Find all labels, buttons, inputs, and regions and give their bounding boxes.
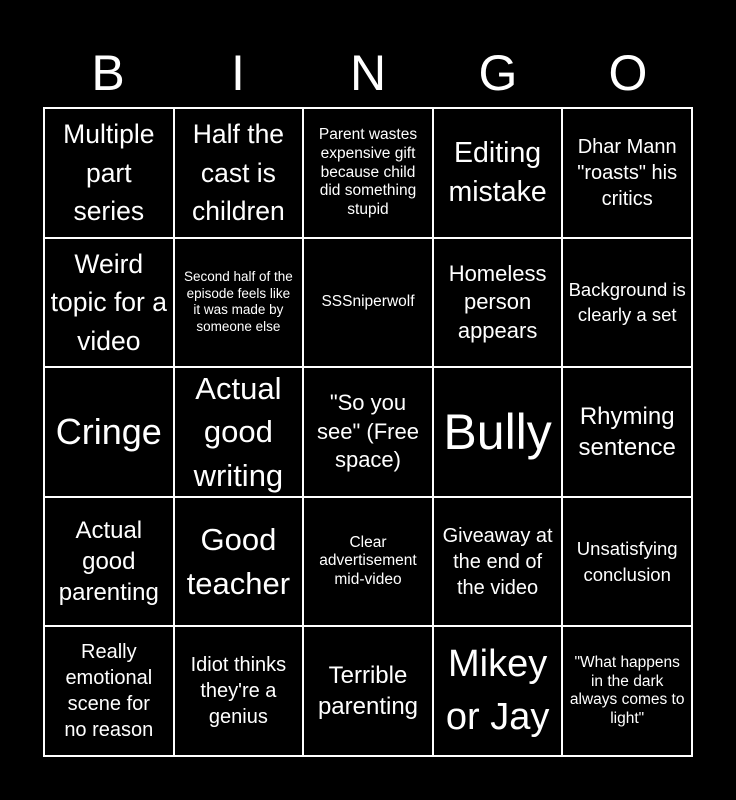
bingo-header — [43, 40, 693, 106]
cell-text: Really emotional scene for no reason — [64, 641, 154, 742]
bingo-cell-r3-c4[interactable] — [563, 498, 693, 628]
bingo-cell-r0-c3[interactable] — [434, 109, 564, 239]
cell-text: Background is clearly a set — [568, 278, 686, 326]
bingo-cell-r1-c2[interactable] — [304, 239, 434, 369]
header-letter-i: I — [231, 45, 245, 101]
cell-text: Dhar Mann "roasts" his critics — [577, 135, 678, 210]
bingo-cell-r0-c1[interactable] — [175, 109, 305, 239]
bingo-cell-r1-c1[interactable] — [175, 239, 305, 369]
cell-text: Editing mistake — [448, 137, 547, 208]
cell-text: Second half of the episode feels like it was made by someone else — [183, 268, 293, 335]
bingo-cell-r2-c4[interactable] — [563, 368, 693, 498]
bingo-cell-r3-c3[interactable] — [434, 498, 564, 628]
cell-text: Actual good writing — [193, 370, 284, 493]
bingo-cell-r1-c0[interactable] — [45, 239, 175, 369]
cell-text: "So you see" (Free space) — [317, 390, 419, 473]
cell-text: Homeless person appears — [448, 260, 547, 343]
header-letter-o: O — [608, 45, 648, 101]
cell-text: Half the cast is children — [191, 119, 285, 226]
bingo-cell-r4-c2[interactable] — [304, 627, 434, 757]
bingo-cell-r4-c1[interactable] — [175, 627, 305, 757]
bingo-cell-r2-c3[interactable] — [434, 368, 564, 498]
bingo-cell-r3-c2[interactable] — [304, 498, 434, 628]
bingo-cell-r2-c2[interactable] — [304, 368, 434, 498]
bingo-cell-r4-c4[interactable] — [563, 627, 693, 757]
cell-text: Giveaway at the end of the video — [442, 524, 553, 599]
bingo-cell-r3-c0[interactable] — [45, 498, 175, 628]
cell-text: Terrible parenting — [317, 662, 419, 721]
header-letter-n: N — [349, 45, 387, 101]
cell-text: Actual good parenting — [58, 516, 159, 607]
cell-text: Unsatisfying conclusion — [576, 537, 678, 585]
bingo-cell-r2-c1[interactable] — [175, 368, 305, 498]
cell-text: Weird topic for a video — [50, 248, 167, 356]
cell-text: Idiot thinks they're a genius — [190, 654, 287, 729]
cell-text: Good teacher — [186, 522, 291, 601]
bingo-board — [43, 107, 693, 757]
bingo-cell-r2-c0[interactable] — [45, 368, 175, 498]
cell-text: SSSniperwolf — [321, 293, 415, 311]
cell-text: Rhyming sentence — [578, 402, 676, 461]
bingo-cell-r0-c4[interactable] — [563, 109, 693, 239]
cell-text: Parent wastes expensive gift because child did something stupid — [318, 126, 418, 218]
cell-text: Cringe — [55, 410, 162, 452]
bingo-cell-r1-c3[interactable] — [434, 239, 564, 369]
cell-text: Multiple part series — [63, 119, 155, 226]
header-letter-g: G — [478, 45, 518, 101]
header-letter-b: B — [91, 45, 125, 101]
cell-text: Bully — [443, 403, 552, 460]
cell-text: Mikey or Jay — [445, 643, 550, 739]
bingo-cell-r3-c1[interactable] — [175, 498, 305, 628]
bingo-cell-r4-c3[interactable] — [434, 627, 564, 757]
cell-text: "What happens in the dark always comes to light" — [569, 654, 685, 727]
cell-text: Clear advertisement mid-video — [319, 533, 417, 588]
bingo-cell-r0-c0[interactable] — [45, 109, 175, 239]
bingo-cell-r1-c4[interactable] — [563, 239, 693, 369]
bingo-cell-r4-c0[interactable] — [45, 627, 175, 757]
bingo-cell-r0-c2[interactable] — [304, 109, 434, 239]
